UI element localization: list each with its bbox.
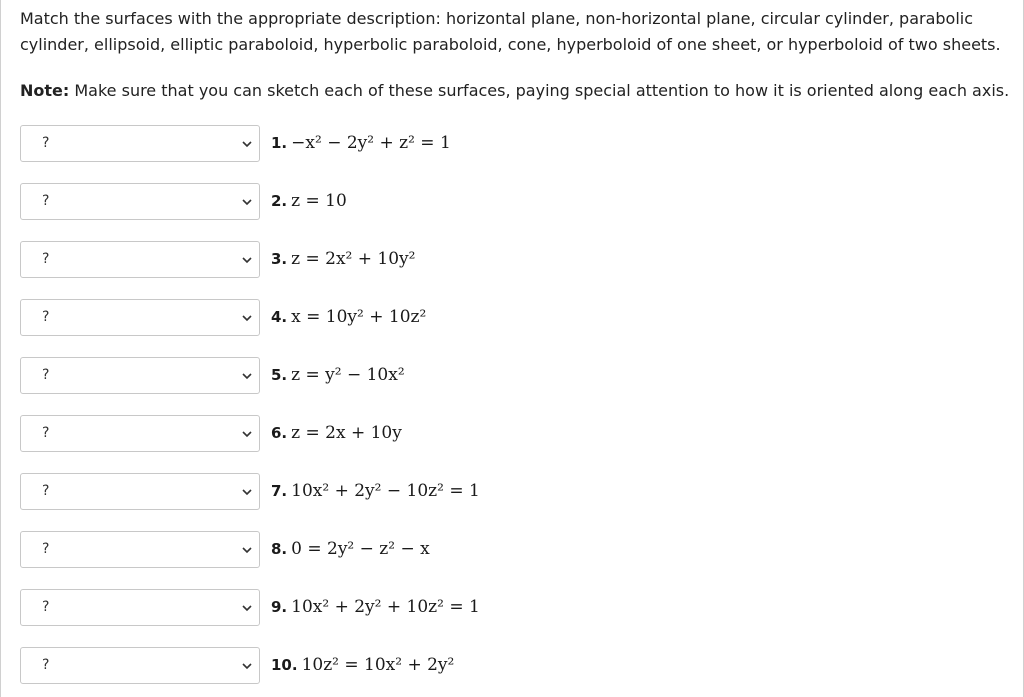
equation: 0 = 2y² − z² − x (291, 539, 430, 559)
chevron-down-icon (241, 486, 253, 498)
answer-select-1[interactable] (20, 125, 260, 162)
equation: z = y² − 10x² (291, 365, 405, 385)
select-value: ? (42, 599, 50, 615)
equation-label-3 (271, 246, 415, 272)
answer-select-8[interactable] (20, 531, 260, 568)
equation: z = 2x² + 10y² (291, 249, 416, 269)
answer-select-2[interactable] (20, 183, 260, 220)
match-row-1 (20, 125, 1010, 162)
select-value: ? (42, 309, 50, 325)
equation-label-8 (271, 536, 430, 562)
select-value: ? (42, 425, 50, 441)
answer-select-6[interactable] (20, 415, 260, 452)
item-number: 2. (271, 192, 288, 210)
note-label: Note: (20, 81, 70, 100)
match-row-10 (20, 647, 1010, 684)
match-row-6 (20, 415, 1010, 452)
item-number: 6. (271, 424, 288, 442)
equation-label-9 (271, 594, 480, 620)
item-number: 4. (271, 308, 288, 326)
equation-label-10 (271, 652, 454, 678)
item-number: 1. (271, 134, 288, 152)
equation-label-2 (271, 188, 347, 214)
equation-label-7 (271, 478, 480, 504)
select-value: ? (42, 657, 50, 673)
select-value: ? (42, 541, 50, 557)
item-number: 3. (271, 250, 288, 268)
select-value: ? (42, 483, 50, 499)
instructions-text: Match the surfaces with the appropriate description: horizontal plane, non-horizontal plane, circular cylinder, parabolic cylinder, ellipsoid, elliptic paraboloid, hyperbolic paraboloid, cone, hyperboloid of one sheet, or hyperboloid of two sheets. (20, 9, 1001, 54)
answer-select-3[interactable] (20, 241, 260, 278)
match-row-2 (20, 183, 1010, 220)
chevron-down-icon (241, 602, 253, 614)
chevron-down-icon (241, 254, 253, 266)
match-row-4 (20, 299, 1010, 336)
chevron-down-icon (241, 196, 253, 208)
equation: 10z² = 10x² + 2y² (301, 655, 455, 675)
equation-label-4 (271, 304, 426, 330)
item-number: 8. (271, 540, 288, 558)
chevron-down-icon (241, 660, 253, 672)
answer-select-4[interactable] (20, 299, 260, 336)
match-row-7 (20, 473, 1010, 510)
select-value: ? (42, 193, 50, 209)
match-list (20, 125, 1010, 697)
equation: z = 10 (291, 191, 347, 211)
item-number: 5. (271, 366, 288, 384)
equation-label-5 (271, 362, 405, 388)
chevron-down-icon (241, 370, 253, 382)
item-number: 10. (271, 656, 298, 674)
item-number: 7. (271, 482, 288, 500)
chevron-down-icon (241, 428, 253, 440)
item-number: 9. (271, 598, 288, 616)
note-body: Make sure that you can sketch each of these surfaces, paying special attention to how it is oriented along each axis. (69, 81, 1010, 100)
note-text (20, 78, 1010, 104)
equation: −x² − 2y² + z² = 1 (291, 133, 451, 153)
select-value: ? (42, 367, 50, 383)
equation: z = 2x + 10y (291, 423, 402, 443)
match-row-3 (20, 241, 1010, 278)
chevron-down-icon (241, 312, 253, 324)
equation: 10x² + 2y² + 10z² = 1 (291, 597, 480, 617)
match-row-9 (20, 589, 1010, 626)
answer-select-5[interactable] (20, 357, 260, 394)
match-row-8 (20, 531, 1010, 568)
select-value: ? (42, 251, 50, 267)
equation: 10x² + 2y² − 10z² = 1 (291, 481, 480, 501)
chevron-down-icon (241, 138, 253, 150)
answer-select-9[interactable] (20, 589, 260, 626)
select-value: ? (42, 135, 50, 151)
equation-label-1 (271, 130, 451, 156)
match-row-5 (20, 357, 1010, 394)
answer-select-10[interactable] (20, 647, 260, 684)
chevron-down-icon (241, 544, 253, 556)
answer-select-7[interactable] (20, 473, 260, 510)
equation: x = 10y² + 10z² (291, 307, 427, 327)
equation-label-6 (271, 420, 402, 446)
